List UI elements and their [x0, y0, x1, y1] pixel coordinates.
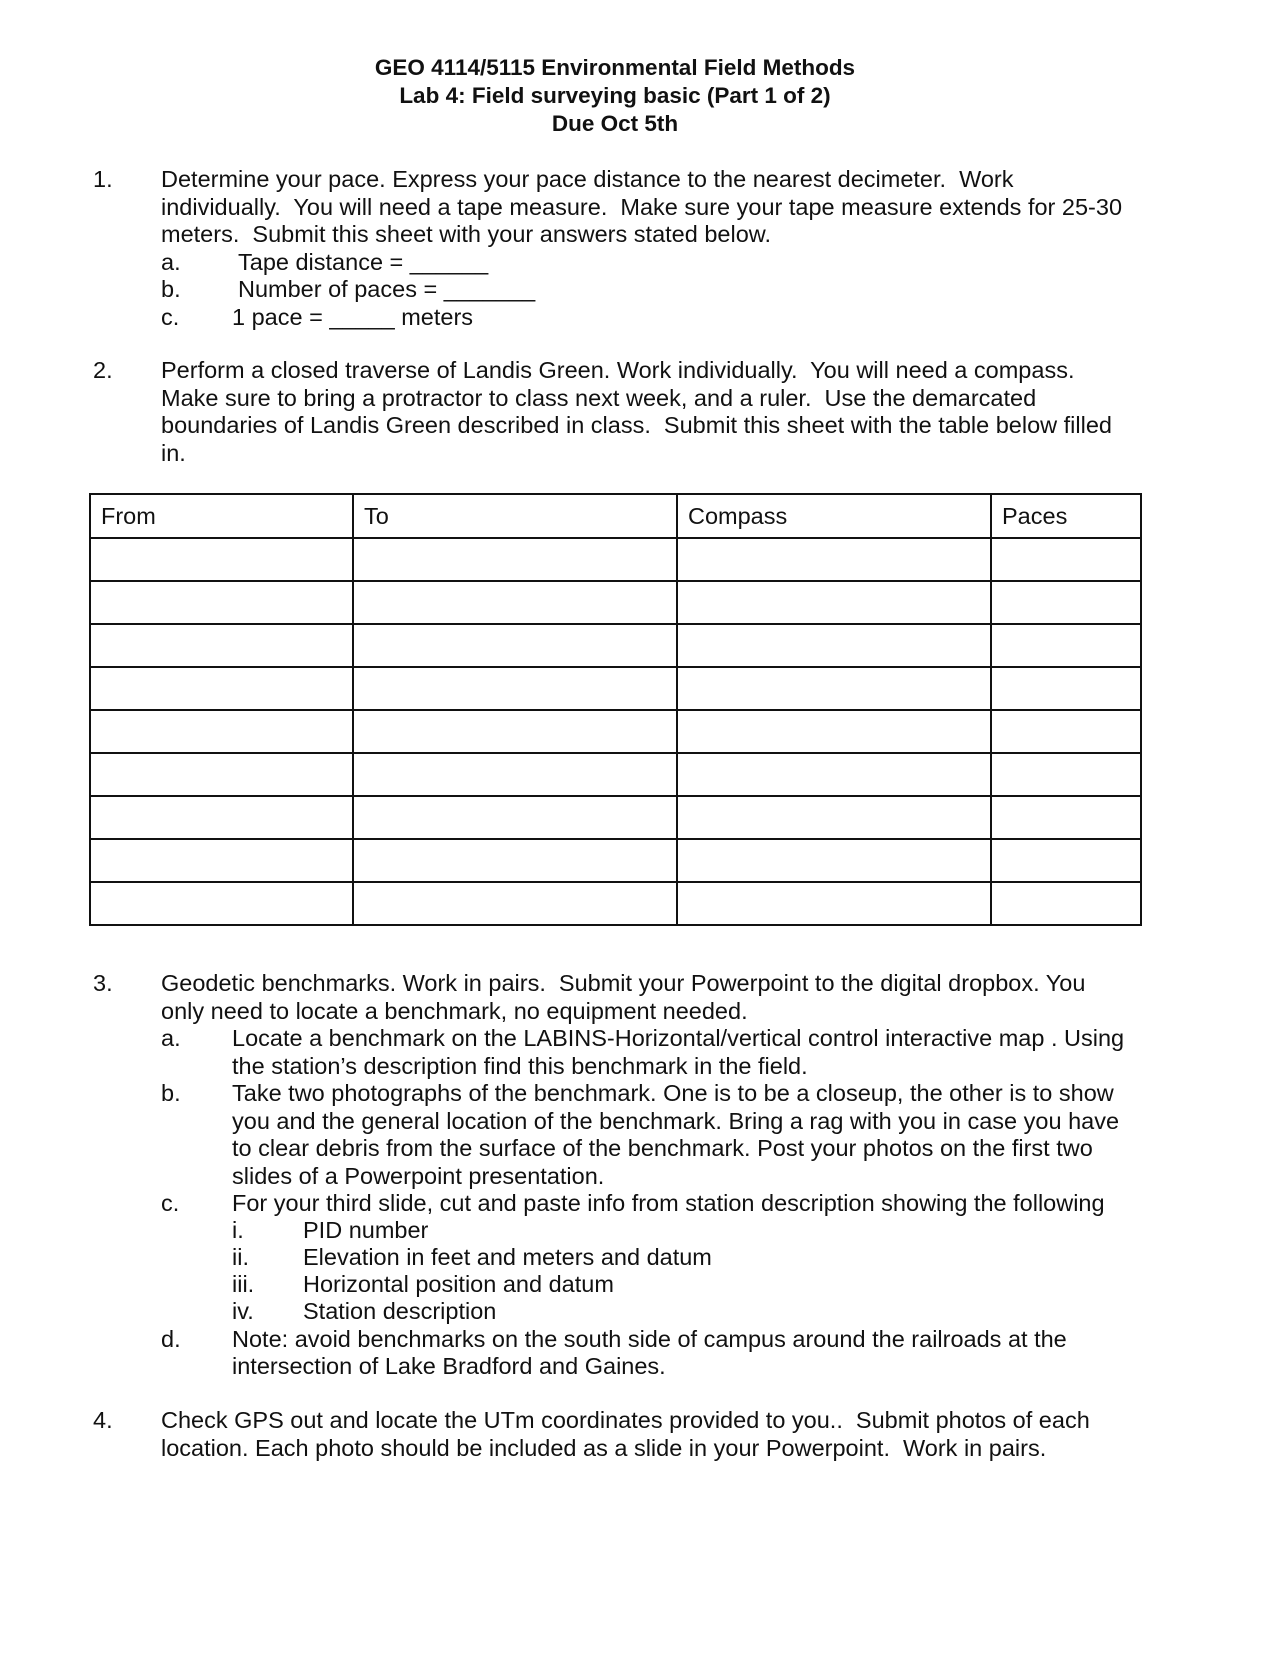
cell-from[interactable] [90, 710, 353, 753]
table-row [90, 796, 1141, 839]
cell-from[interactable] [90, 882, 353, 925]
table-row [90, 538, 1141, 581]
question-number: 3. [93, 970, 113, 996]
item-text: Locate a benchmark on the LABINS-Horizontal/vertical control interactive map . Using [232, 1025, 1125, 1051]
item-label: c. [161, 1190, 180, 1216]
item-text: slides of a Powerpoint presentation. [232, 1163, 605, 1189]
question-number: 1. [93, 166, 113, 192]
item-label: a. [161, 249, 181, 275]
item-text: intersection of Lake Bradford and Gaines. [232, 1353, 666, 1379]
cell-to[interactable] [353, 538, 677, 581]
traverse-table [89, 493, 1142, 926]
subitem-text: Station description [303, 1298, 497, 1324]
cell-paces[interactable] [991, 882, 1141, 925]
header-compass: Compass [677, 494, 991, 538]
cell-from[interactable] [90, 667, 353, 710]
cell-compass[interactable] [677, 538, 991, 581]
cell-to[interactable] [353, 839, 677, 882]
header-to: To [353, 494, 677, 538]
due-date: Due Oct 5th [551, 111, 679, 136]
question-number: 2. [93, 357, 113, 383]
table-row [90, 753, 1141, 796]
table-header-row [90, 494, 1141, 538]
cell-from[interactable] [90, 839, 353, 882]
lab-title: Lab 4: Field surveying basic (Part 1 of 2) [399, 83, 831, 108]
subitem-label: iii. [232, 1271, 255, 1297]
subitem-text: Elevation in feet and meters and datum [303, 1244, 712, 1270]
cell-to[interactable] [353, 753, 677, 796]
question-text: boundaries of Landis Green described in class. Submit this sheet with the table below filled [161, 412, 1112, 438]
answer-blank: Tape distance = ______ [238, 249, 489, 275]
cell-from[interactable] [90, 796, 353, 839]
header-paces: Paces [991, 494, 1141, 538]
table-row [90, 624, 1141, 667]
answer-blank: Number of paces = _______ [238, 276, 536, 302]
cell-compass[interactable] [677, 624, 991, 667]
cell-to[interactable] [353, 581, 677, 624]
item-text: Note: avoid benchmarks on the south side of campus around the railroads at the [232, 1326, 1067, 1352]
question-text: individually. You will need a tape measure. Make sure your tape measure extends for 25-30 [161, 194, 1123, 220]
cell-compass[interactable] [677, 882, 991, 925]
course-title: GEO 4114/5115 Environmental Field Methods [374, 55, 856, 80]
cell-to[interactable] [353, 882, 677, 925]
table-row [90, 667, 1141, 710]
question-text: Check GPS out and locate the UTm coordinates provided to you.. Submit photos of each [161, 1407, 1090, 1433]
subitem-text: Horizontal position and datum [303, 1271, 614, 1297]
subitem-label: i. [232, 1217, 244, 1243]
cell-from[interactable] [90, 581, 353, 624]
cell-compass[interactable] [677, 796, 991, 839]
item-label: d. [161, 1326, 181, 1352]
cell-from[interactable] [90, 538, 353, 581]
question-text: Perform a closed traverse of Landis Green. Work individually. You will need a compass. [161, 357, 1075, 383]
cell-compass[interactable] [677, 667, 991, 710]
question-text: Determine your pace. Express your pace distance to the nearest decimeter. Work [161, 166, 1014, 192]
cell-paces[interactable] [991, 624, 1141, 667]
cell-compass[interactable] [677, 581, 991, 624]
table-row [90, 581, 1141, 624]
item-text: Take two photographs of the benchmark. One is to be a closeup, the other is to show [232, 1080, 1114, 1106]
cell-paces[interactable] [991, 538, 1141, 581]
cell-compass[interactable] [677, 839, 991, 882]
cell-paces[interactable] [991, 839, 1141, 882]
table-row [90, 882, 1141, 925]
answer-blank: 1 pace = _____ meters [232, 304, 474, 330]
table-row [90, 839, 1141, 882]
question-text: in. [161, 440, 186, 466]
question-text: meters. Submit this sheet with your answers stated below. [161, 221, 771, 247]
cell-paces[interactable] [991, 753, 1141, 796]
cell-to[interactable] [353, 796, 677, 839]
item-label: b. [161, 1080, 181, 1106]
cell-to[interactable] [353, 624, 677, 667]
question-text: Make sure to bring a protractor to class next week, and a ruler. Use the demarcated [161, 385, 1037, 411]
item-text: the station’s description find this benchmark in the field. [232, 1053, 808, 1079]
subitem-label: iv. [232, 1298, 254, 1324]
cell-compass[interactable] [677, 753, 991, 796]
item-text: For your third slide, cut and paste info from station description showing the following [232, 1190, 1105, 1216]
cell-paces[interactable] [991, 710, 1141, 753]
cell-paces[interactable] [991, 796, 1141, 839]
question-number: 4. [93, 1407, 113, 1433]
item-label: b. [161, 276, 181, 302]
cell-paces[interactable] [991, 581, 1141, 624]
subitem-text: PID number [303, 1217, 429, 1243]
item-label: a. [161, 1025, 181, 1051]
question-text: Geodetic benchmarks. Work in pairs. Submit your Powerpoint to the digital dropbox. You [161, 970, 1086, 996]
table-row [90, 710, 1141, 753]
cell-from[interactable] [90, 753, 353, 796]
header-from: From [90, 494, 353, 538]
item-text: you and the general location of the benchmark. Bring a rag with you in case you have [232, 1108, 1120, 1134]
cell-to[interactable] [353, 710, 677, 753]
subitem-label: ii. [232, 1244, 249, 1270]
question-text: location. Each photo should be included as a slide in your Powerpoint. Work in pairs. [161, 1435, 1047, 1461]
question-text: only need to locate a benchmark, no equipment needed. [161, 998, 748, 1024]
cell-to[interactable] [353, 667, 677, 710]
item-text: to clear debris from the surface of the benchmark. Post your photos on the first two [232, 1135, 1093, 1161]
cell-paces[interactable] [991, 667, 1141, 710]
cell-from[interactable] [90, 624, 353, 667]
cell-compass[interactable] [677, 710, 991, 753]
item-label: c. [161, 304, 180, 330]
